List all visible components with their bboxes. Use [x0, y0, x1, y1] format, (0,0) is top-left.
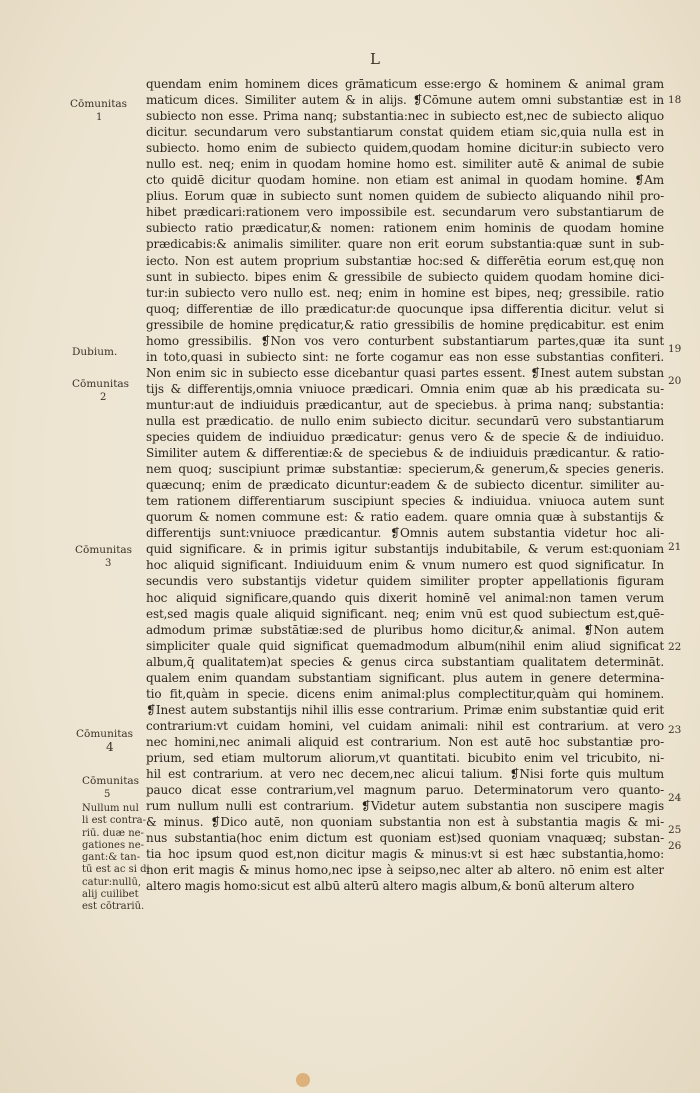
margin-note-label: Cōmunitas [70, 98, 128, 110]
text-line: prædicabis:& animalis similiter. quare non erit eorum substantia:quæ sunt in sub- [146, 237, 664, 252]
text-line: nem quoq; suscipiunt primæ substantiæ: specierum,& generum,& species generis. [146, 462, 664, 477]
text-line: hoc aliquid significare,quando quis dixerit hominē vel animal:non tamen verum [146, 590, 664, 605]
text-line: quorum & nomen commune est: & ratio eadem. quare omnia quæ à substantijs & [146, 510, 664, 525]
margin-note-communitas-4 [76, 728, 133, 754]
text-line: tia hoc ipsum quod est,non dicitur magis & minus:vt si est hæc substantia,homo: [146, 847, 664, 862]
margin-note-communitas-5 [82, 775, 139, 801]
text-line: ❡Inest autem substantijs nihil illis esse contrarium. Primæ enim substantiæ quid erit [146, 702, 664, 717]
text-line: plius. Eorum quæ in subiecto sunt nomen quidem de subiecto aliquando nihil pro- [146, 189, 664, 204]
text-line: quoq; differentiæ de illo prædicatur:de quocunque ipsa differentia dicitur. velut si [146, 301, 664, 316]
text-line: differentijs sunt:vniuoce prædicantur. ❡Omnis autem substantia videtur hoc ali- [146, 526, 664, 541]
gloss-line: Nullum nul [82, 803, 139, 814]
text-line: subiecto ratio prædicatur,& nomen: rationem enim hominis de quodam homine [146, 221, 664, 236]
text-line: species quidem de indiuiduo prædicatur: genus vero & de specie & de indiuiduo. [146, 430, 664, 445]
text-line: homo gressibilis. ❡Non vos vero conturbent substantiarum partes,quæ ita sunt [146, 333, 664, 348]
margin-note-number: 2 [100, 392, 107, 403]
text-line: est,sed magis quale aliquid significant. neq; enim vnū est quod subiectum est,quē- [146, 606, 664, 621]
margin-note-number: 1 [96, 112, 103, 123]
text-line: nec homini,nec animali aliquid est contrarium. Non est autē hoc substantiæ pro- [146, 734, 664, 749]
text-line: in toto,quasi in subiecto sint: ne forte cogamur eas non esse substantias confiteri. [146, 349, 664, 364]
main-text-block [146, 76, 664, 894]
margin-note-label: Cōmunitas [75, 544, 133, 556]
gloss-line: tū est ac si di [82, 864, 150, 876]
section-number: 23 [668, 724, 682, 736]
section-number: 21 [668, 541, 682, 553]
text-line: cto quidē dicitur quodam homine. non etiam est animal in quodam homine. ❡Am [146, 173, 664, 188]
text-line: altero magis homo:sicut est albū alterū altero magis album,& bonū alterum altero [146, 879, 635, 894]
text-line: quendam enim hominem dices grāmaticum esse:ergo & hominem & animal gram [146, 77, 664, 91]
section-number: 18 [668, 94, 682, 106]
text-line: hoc aliquid significant. Indiuiduum enim & vnum numero est quod significatur. In [146, 558, 664, 573]
margin-note-dubium [72, 346, 117, 359]
text-line: muntur:aut de indiuiduis prædicantur, aut de speciebus. à prima nanq; substantia: [146, 397, 664, 412]
section-number: 25 [668, 824, 682, 836]
text-line: & minus. ❡Dico autē, non quoniam substantia non est à substantia magis & mi- [146, 815, 664, 830]
section-number: 22 [668, 641, 682, 653]
text-line: subiecto. homo enim de subiecto quidem,quodam homine dicitur:in subiecto vero [146, 141, 664, 156]
text-line: subiecto non esse. Prima nanq; substantia:nec in subiecto est,nec de subiecto aliquo [146, 109, 664, 124]
margin-note-label: Cōmunitas [82, 775, 140, 787]
text-line: hibet prædicari:rationem vero impossibile est. secundarum vero substantiarum de [146, 205, 664, 220]
margin-note-label: Dubium. [72, 346, 118, 358]
margin-note-label: Cōmunitas [76, 728, 134, 740]
margin-note-number: 5 [104, 789, 111, 800]
text-line: tur:in subiecto vero nullo est. neq; enim in homine est bipes, neq; gressibile. ratio [146, 285, 664, 300]
text-line: rum nullum nulli est contrarium. ❡Videtur autem substantia non suscipere magis [146, 799, 664, 814]
text-line: secundis vero substantijs videtur quidem similiter propter appellationis figuram [146, 574, 664, 589]
margin-note-communitas-2 [72, 378, 129, 404]
margin-note-number: 3 [105, 558, 112, 569]
margin-gloss [82, 803, 150, 914]
gloss-line: alij cuilibet [82, 889, 139, 901]
section-number: 19 [668, 343, 682, 355]
text-line: Non enim sic in subiecto esse dicebantur quasi partes essent. ❡Inest autem substan [146, 365, 664, 380]
margin-note-communitas-3 [75, 544, 132, 570]
gloss-line: riū. duæ ne- [82, 827, 144, 839]
text-line: sunt in subiecto. bipes enim & gressibile de subiecto quidem quodam homine dici- [146, 269, 664, 284]
text-line: gressibile de homine prędicatur,& ratio gressibilis de homine prędicabitur. est enim [146, 317, 664, 332]
text-line: nus substantia(hoc enim dictum est quoniam est)sed quoniam vnaquæq; substan- [146, 831, 664, 846]
section-number: 24 [668, 792, 682, 804]
text-line: tijs & differentijs,omnia vniuoce prædicari. Omnia enim quæ ab his prædicata su- [146, 381, 664, 396]
text-line: nullo est. neq; enim in quodam homine homo est. similiter autē & animal de subie [146, 157, 664, 172]
gloss-line: est cōtrariū. [82, 901, 145, 913]
text-line: iecto. Non est autem proprium substantiæ hoc:sed & differētia eorum est,quę non [146, 253, 664, 268]
text-line: dicitur. secundarum vero substantiarum constat quidem etiam sic,quia nulla est in [146, 125, 664, 140]
margin-note-label: Cōmunitas [72, 378, 130, 390]
text-line: pauco dicat esse contrarium,vel magnum paruo. Determinatorum vero quanto- [146, 783, 664, 798]
text-line: contrarium:vt cuidam homini, vel cuidam animali: nihil est contrarium. at vero [146, 718, 664, 733]
gloss-line: catur:nullū, [82, 876, 142, 888]
gloss-line: gant:& tan- [82, 852, 141, 864]
text-line: prium, sed etiam multorum aliorum,vt quantitati. bicubito enim vel tricubito, ni- [146, 750, 664, 765]
text-line: quid significare. & in primis igitur substantijs indubitabile, & verum est:quoniam [146, 542, 664, 557]
text-line: nulla est prædicatio. de nullo enim subiecto dicitur. secundarū vero substantiarum [146, 413, 664, 428]
text-line: non erit magis & minus homo,nec ipse à seipso,nec alter ab altero. nō enim est alter [146, 863, 664, 878]
text-line: Similiter autem & differentiæ:& de speciebus & de indiuiduis prædicantur. & ratio- [146, 446, 664, 461]
text-line: quæcunq; enim de prædicato dicuntur:eadem & de subiecto dicentur. similiter au- [146, 478, 664, 493]
text-line: admodum primæ substātiæ:sed de pluribus homo dicitur,& animal. ❡Non autem [146, 622, 664, 637]
text-line: simpliciter quale quid significat quemadmodum album(nihil enim aliud significat [146, 638, 664, 653]
text-line: tio fit,quàm in specie. dicens enim animal:plus complectitur,quàm qui hominem. [146, 686, 664, 701]
wax-stain [296, 1073, 310, 1087]
gloss-line: li est contra- [82, 815, 147, 827]
section-number: 20 [668, 375, 682, 387]
margin-note-number: 4 [106, 740, 114, 754]
text-line: maticum dices. Similiter autem & in alijs. ❡Cōmune autem omni substantiæ est in [146, 93, 664, 108]
margin-note-communitas-1 [70, 98, 127, 124]
folio-letter: L [370, 50, 381, 68]
text-line: tem rationem differentiarum suscipiunt species & indiuidua. vniuoca autem sunt [146, 494, 664, 509]
section-number: 26 [668, 840, 682, 852]
text-line: qualem enim quandam substantiam significant. plus autem in genere determina- [146, 670, 664, 685]
text-line: hil est contrarium. at vero nec decem,nec alicui talium. ❡Nisi forte quis multum [146, 767, 664, 782]
gloss-line: gationes ne- [82, 839, 145, 851]
text-line: album,q̄ qualitatem)at species & genus circa substantiam qualitatem determināt. [146, 654, 664, 669]
